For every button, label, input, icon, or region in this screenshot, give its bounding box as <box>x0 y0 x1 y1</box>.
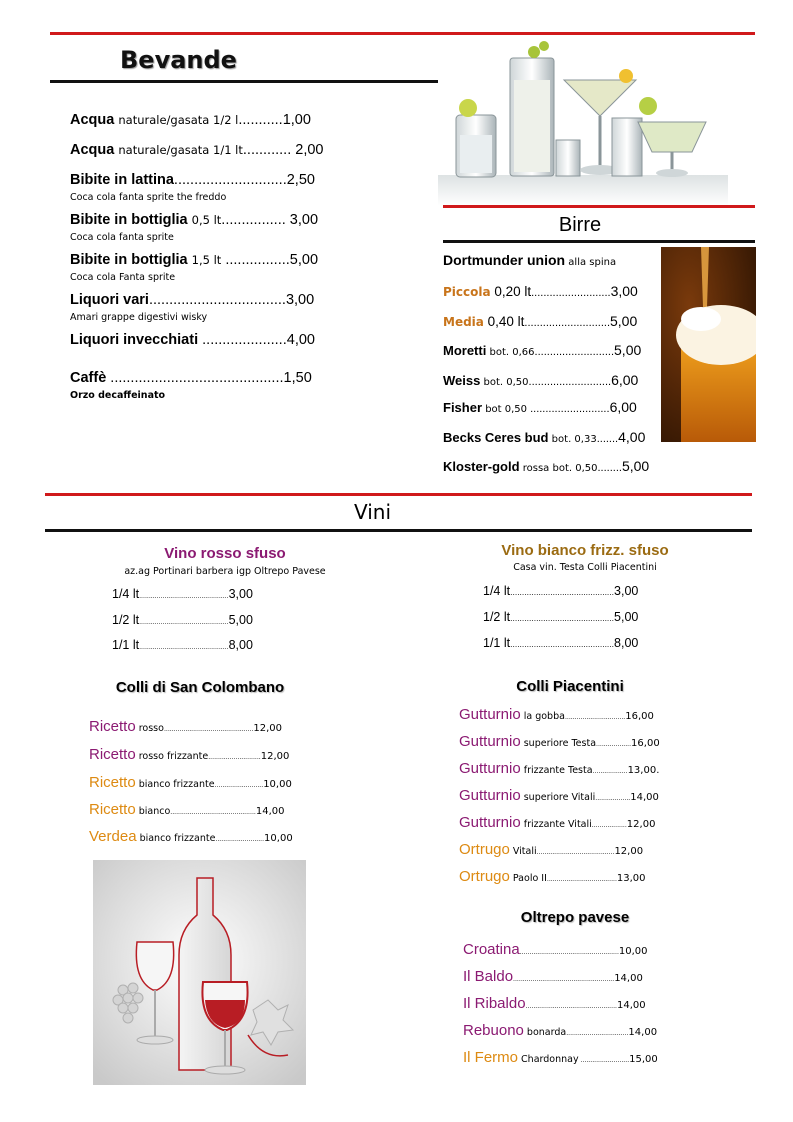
item-note: Coca cola fanta sprite the freddo <box>70 192 227 203</box>
beer-image <box>661 247 756 442</box>
bevande-item <box>70 112 311 128</box>
wine-price: 12,00 <box>260 751 290 762</box>
item-name: Caffè <box>70 370 107 386</box>
wine-dots: ........................................ <box>536 849 615 856</box>
beer-name: Media <box>443 315 484 329</box>
qty: 1/2 lt <box>483 610 511 624</box>
wine-name: Il Fermo <box>463 1049 519 1066</box>
item-dots: ............................ <box>173 172 287 188</box>
beer-price: 5,00 <box>621 458 650 474</box>
wine-dots: ........................... <box>208 754 261 761</box>
qty-dots: ............................................ <box>510 639 615 649</box>
item-name: Bibite in bottiglia <box>70 212 188 228</box>
item-price: 4,00 <box>286 332 315 348</box>
vino-bianco-subtitle: Casa vin. Testa Colli Piacentini <box>513 562 657 573</box>
wine-price: 14,00 <box>255 806 285 817</box>
wine-dots: ................................ <box>566 1030 629 1037</box>
wine-dots: .................. <box>591 822 627 829</box>
beer-detail: bot. 0,66 <box>486 347 535 358</box>
wine-item <box>89 801 284 819</box>
item-dots: ............ <box>242 142 292 158</box>
wine-item <box>89 746 289 764</box>
wine-name: Ricetto <box>89 774 136 791</box>
wine-dots: ......................... <box>578 1057 630 1064</box>
wine-detail: Paolo II <box>509 873 547 884</box>
item-dots: ................ <box>221 252 290 268</box>
wine-name: Gutturnio <box>459 787 521 804</box>
wine-item <box>459 868 646 886</box>
item-note: Coca cola fanta sprite <box>70 232 174 243</box>
vini-red-rule <box>45 493 752 496</box>
wine-name: Verdea <box>89 828 137 845</box>
wine-price: 14,00 <box>630 792 659 803</box>
item-note: Amari grappe digestivi wisky <box>70 312 208 323</box>
wine-item <box>459 706 654 724</box>
wine-name: Gutturnio <box>459 733 521 750</box>
qty-dots: ............................................ <box>510 587 615 597</box>
wine-detail: Chardonnay <box>518 1054 579 1065</box>
qty-price: 5,00 <box>228 613 253 627</box>
wine-price: 12,00 <box>626 819 656 830</box>
wine-price: 10,00 <box>618 946 648 957</box>
vino-rosso-title: Vino rosso sfuso <box>164 545 286 562</box>
vino-rosso-subtitle: az.ag Portinari barbera igp Oltrepo Pavese <box>124 566 326 577</box>
wine-name: Gutturnio <box>459 760 521 777</box>
item-name: Liquori invecchiati <box>70 332 199 348</box>
qty-price: 8,00 <box>614 636 639 650</box>
wine-detail: Vitali <box>509 846 537 857</box>
wine-price: 13,00 <box>616 873 646 884</box>
bevande-item <box>70 292 314 308</box>
wine-detail: frizzante Vitali <box>520 819 592 830</box>
beer-name: Becks Ceres bud <box>443 430 549 445</box>
beer-dots: ............................ <box>524 317 610 329</box>
qty: 1/4 lt <box>112 587 140 601</box>
wine-dots: .............................................. <box>163 726 254 733</box>
wine-item <box>459 841 643 859</box>
wine-dots: .................. <box>592 768 628 775</box>
wine-name: Croatina <box>463 941 520 958</box>
wine-qty-item <box>112 613 253 627</box>
beer-dots: ........ <box>597 462 622 474</box>
item-price: 1,00 <box>282 112 311 128</box>
bevande-title: Bevande <box>120 46 237 74</box>
wine-price: 14,00 <box>628 1027 658 1038</box>
bevande-item <box>70 370 312 386</box>
wine-name: Gutturnio <box>459 814 521 831</box>
oltrepo-title: Oltrepo pavese <box>520 909 630 926</box>
beer-detail: bot 0,50 <box>482 404 528 415</box>
top-red-rule <box>50 32 755 35</box>
wine-detail: superiore Testa <box>520 738 597 749</box>
beer-detail: bot. 0,33 <box>548 434 597 445</box>
wine-price: 10,00 <box>263 779 292 790</box>
wine-detail: la gobba <box>520 711 565 722</box>
item-detail: 0,5 lt <box>191 213 222 227</box>
beer-price: 5,00 <box>610 313 638 329</box>
item-name: Acqua <box>70 142 115 158</box>
wine-dots: .................. <box>596 741 632 748</box>
item-detail: naturale/gasata 1/2 l <box>118 113 239 127</box>
qty-price: 3,00 <box>614 584 639 598</box>
beer-item <box>443 458 649 474</box>
wine-item <box>463 995 646 1013</box>
wine-price: 14,00 <box>616 1000 646 1011</box>
beer-dots: ....... <box>596 433 619 445</box>
wine-qty-item <box>112 587 253 601</box>
wine-detail: rosso frizzante <box>135 751 209 762</box>
item-price: 5,00 <box>289 252 319 268</box>
beer-detail: 0,20 lt <box>490 284 532 299</box>
wine-dots: ......................... <box>215 836 265 843</box>
beer-price: 6,00 <box>609 399 637 415</box>
wine-name: Il Ribaldo <box>463 995 526 1012</box>
item-detail: naturale/gasata 1/1 lt <box>118 143 243 157</box>
qty: 1/4 lt <box>483 584 511 598</box>
vini-underline <box>45 529 752 532</box>
qty: 1/2 lt <box>112 613 140 627</box>
beer-price: 3,00 <box>610 283 638 299</box>
birre-title: Birre <box>558 214 602 236</box>
beer-dots: ........................... <box>528 376 612 388</box>
san-colombano-title: Colli di San Colombano <box>115 679 285 696</box>
wine-name: Ricetto <box>89 746 136 763</box>
item-dots: ................ <box>221 212 286 228</box>
qty-dots: .............................................. <box>139 619 229 626</box>
wine-item <box>463 941 648 959</box>
beer-name: Kloster-gold <box>443 459 520 474</box>
wine-name: Gutturnio <box>459 706 521 723</box>
beer-detail: 0,40 lt <box>483 314 525 329</box>
beer-item <box>443 342 641 358</box>
wine-name: Ricetto <box>89 718 136 735</box>
birre-underline <box>443 240 755 243</box>
wine-dots: ............................................ <box>170 809 256 816</box>
item-dots: ..................... <box>198 332 287 348</box>
wine-item <box>459 814 655 832</box>
wine-price: 14,00 <box>614 973 643 984</box>
wine-name: Ortrugo <box>459 868 510 885</box>
qty: 1/1 lt <box>483 636 511 650</box>
wine-dots: ................................................... <box>519 949 619 956</box>
wine-item <box>459 760 659 778</box>
beer-detail: rossa bot. 0,50 <box>519 463 598 474</box>
wine-dots: ............................................... <box>525 1003 617 1010</box>
wine-qty-item <box>483 584 638 598</box>
item-price: 1,50 <box>283 370 312 386</box>
wine-detail: frizzante Testa <box>520 765 593 776</box>
item-name: Liquori vari <box>70 292 149 308</box>
item-name: Acqua <box>70 112 115 128</box>
bevande-item <box>70 252 318 268</box>
item-note: Coca cola Fanta sprite <box>70 272 176 283</box>
beer-dots: .......................... <box>527 403 610 415</box>
item-detail: 1,5 lt <box>191 253 222 267</box>
item-dots: ........... <box>238 112 283 128</box>
wine-item <box>459 787 659 805</box>
wine-dots: .................. <box>595 795 631 802</box>
qty-price: 8,00 <box>228 638 253 652</box>
vini-title: Vini <box>353 500 392 524</box>
wine-item <box>463 968 643 986</box>
wine-qty-item <box>483 610 638 624</box>
bevande-item <box>70 172 315 188</box>
wine-item <box>89 718 282 736</box>
item-dots: ........................................... <box>106 370 284 386</box>
wine-dots: .................................... <box>546 876 617 883</box>
qty-dots: ............................................ <box>510 613 615 623</box>
wine-price: 13,00. <box>627 765 660 776</box>
beer-name: Weiss <box>443 373 481 388</box>
item-price: 2,00 <box>291 142 324 158</box>
beer-item <box>443 252 616 268</box>
wine-bottle-illustration <box>93 860 306 1085</box>
beer-item <box>443 399 637 415</box>
beer-price: 6,00 <box>611 372 639 388</box>
wine-dots: .................................................... <box>513 976 615 983</box>
wine-name: Ricetto <box>89 801 136 818</box>
bevande-underline <box>50 80 438 83</box>
wine-price: 12,00 <box>253 723 283 734</box>
item-dots: .................................. <box>148 292 286 308</box>
qty-dots: .............................................. <box>139 593 229 600</box>
item-name: Bibite in bottiglia <box>70 252 188 268</box>
wine-name: Il Baldo <box>463 968 514 985</box>
beer-price: 4,00 <box>618 429 646 445</box>
wine-detail: superiore Vitali <box>520 792 596 803</box>
vino-bianco-title: Vino bianco frizz. sfuso <box>501 542 669 559</box>
qty-price: 3,00 <box>228 587 253 601</box>
beer-price: 5,00 <box>614 342 642 358</box>
wine-detail: bianco <box>135 806 171 817</box>
wine-price: 12,00 <box>614 846 644 857</box>
wine-price: 16,00 <box>631 738 660 749</box>
beer-dots: .......................... <box>531 287 611 299</box>
wine-name: Rebuono <box>463 1022 524 1039</box>
cocktails-image <box>438 40 728 206</box>
wine-qty-item <box>112 638 253 652</box>
beer-name: Moretti <box>443 343 487 358</box>
wine-detail: bianco frizzante <box>135 779 215 790</box>
beer-name: Dortmunder union <box>443 252 566 268</box>
item-price: 3,00 <box>285 212 319 228</box>
item-price: 2,50 <box>286 172 315 188</box>
qty: 1/1 lt <box>112 638 140 652</box>
item-name: Bibite in lattina <box>70 172 174 188</box>
bevande-item <box>70 212 318 228</box>
beer-item <box>443 283 638 299</box>
wine-item <box>463 1022 657 1040</box>
beer-name: Piccola <box>443 285 491 299</box>
wine-name: Ortrugo <box>459 841 510 858</box>
wine-dots: ......................... <box>214 782 264 789</box>
wine-item <box>463 1049 658 1067</box>
wine-detail: bianco frizzante <box>136 833 216 844</box>
item-note: Orzo decaffeinato <box>70 390 166 401</box>
wine-item <box>89 828 293 846</box>
bevande-item <box>70 332 315 348</box>
wine-price: 15,00 <box>629 1054 658 1065</box>
item-price: 3,00 <box>285 292 315 308</box>
wine-item <box>459 733 660 751</box>
wine-dots: ............................... <box>564 714 626 721</box>
wine-detail: rosso <box>135 723 164 734</box>
beer-item <box>443 429 645 445</box>
beer-detail: bot. 0,50 <box>480 377 529 388</box>
wine-price: 16,00 <box>625 711 654 722</box>
beer-name: Fisher <box>443 400 483 415</box>
beer-item <box>443 313 637 329</box>
birre-red-rule <box>443 205 755 208</box>
piacentini-title: Colli Piacentini <box>516 678 624 695</box>
wine-qty-item <box>483 636 638 650</box>
wine-detail: bonarda <box>523 1027 567 1038</box>
qty-dots: .............................................. <box>139 644 229 651</box>
wine-price: 10,00 <box>264 833 293 844</box>
beer-item <box>443 372 638 388</box>
beer-detail: alla spina <box>565 257 617 268</box>
qty-price: 5,00 <box>614 610 639 624</box>
bevande-item <box>70 142 323 158</box>
beer-dots: .......................... <box>534 346 615 358</box>
wine-item <box>89 774 292 792</box>
